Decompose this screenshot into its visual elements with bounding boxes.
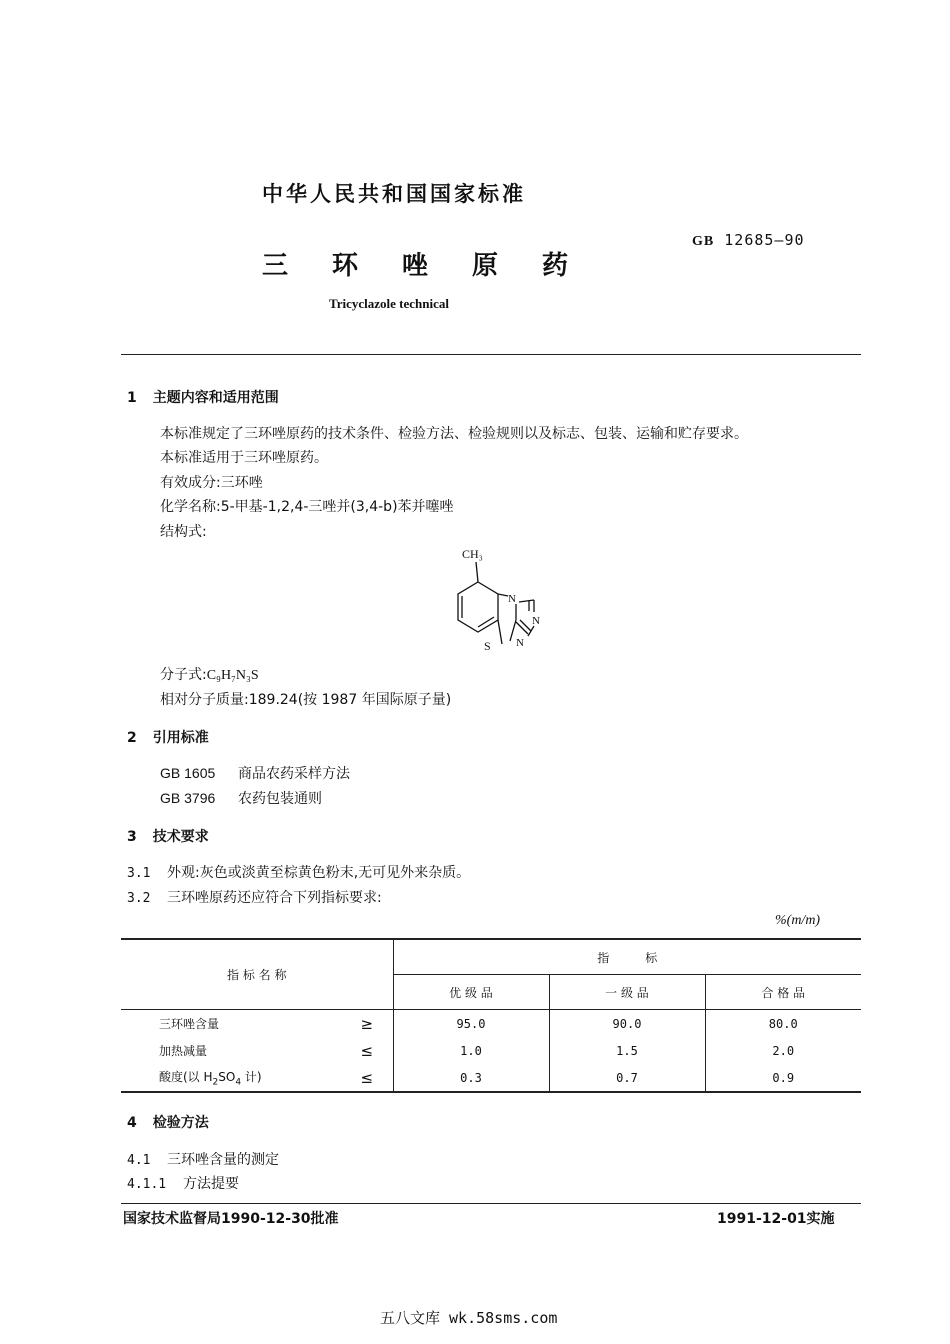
ring-bond xyxy=(519,600,534,602)
value-qualified: 80.0 xyxy=(705,1010,861,1038)
value-premium: 0.3 xyxy=(393,1064,549,1092)
indicator-name: 加热减量 xyxy=(159,1044,208,1058)
comparison-operator: ≥ xyxy=(360,1014,374,1033)
benzene-double-bond xyxy=(478,617,494,627)
section-3-title: 技术要求 xyxy=(152,829,209,845)
benzene-ring xyxy=(458,582,498,632)
clause-3-2 xyxy=(127,887,382,907)
section-4-title: 检验方法 xyxy=(152,1115,209,1131)
scope-line: 本标准规定了三环唑原药的技术条件、检验方法、检验规则以及标志、包装、运输和贮存要求。 xyxy=(160,426,748,442)
table-row xyxy=(121,1064,861,1092)
indicator-name-header: 指 标 名 称 xyxy=(121,939,393,1010)
clause-number: 3.1 xyxy=(127,866,151,881)
section-1-number: 1 xyxy=(127,390,137,406)
reference-code: GB 1605 xyxy=(160,765,216,781)
unit-label: %(m/m) xyxy=(775,913,821,928)
nitrogen-label: N xyxy=(516,637,524,649)
section-1-title: 主题内容和适用范围 xyxy=(152,390,279,406)
molecular-formula: C₉H₇N₃S xyxy=(206,668,259,683)
document-title: 三环唑原药 xyxy=(262,251,613,281)
value-qualified: 0.9 xyxy=(705,1064,861,1092)
ring-bond xyxy=(528,626,534,636)
sulfur-label: S xyxy=(484,639,491,653)
reference-item xyxy=(160,763,350,783)
value-premium: 1.0 xyxy=(393,1037,549,1064)
structural-formula-diagram xyxy=(430,540,560,660)
section-1-heading xyxy=(127,387,279,407)
reference-code: GB 3796 xyxy=(160,790,216,806)
effective-date: 1991-12-01实施 xyxy=(717,1211,835,1227)
ring-double-bond xyxy=(520,620,531,631)
comparison-operator: ≤ xyxy=(341,1064,393,1092)
ring-bond xyxy=(498,620,502,644)
clause-3-1 xyxy=(127,862,470,882)
value-first: 90.0 xyxy=(549,1010,705,1038)
clause-text: 三环唑原药还应符合下列指标要求: xyxy=(167,890,382,906)
comparison-operator: ≤ xyxy=(360,1041,374,1060)
clause-text: 外观:灰色或淡黄至棕黄色粉末,无可见外来杂质。 xyxy=(167,865,471,881)
value-premium: 95.0 xyxy=(393,1010,549,1038)
section-3-heading xyxy=(127,826,209,846)
value-qualified: 2.0 xyxy=(705,1037,861,1064)
reference-item xyxy=(160,788,322,808)
clause-number: 4.1.1 xyxy=(127,1177,167,1192)
methyl-label: CH₃ xyxy=(462,547,483,561)
active-ingredient-line: 有效成分:三环唑 xyxy=(160,475,263,491)
approval-date: 国家技术监督局1990-12-30批准 xyxy=(123,1211,339,1227)
reference-title: 商品农药采样方法 xyxy=(238,766,350,782)
section-2-title: 引用标准 xyxy=(152,730,209,746)
indicator-name: 三环唑含量 xyxy=(159,1017,220,1031)
standard-organization: 中华人民共和国国家标准 xyxy=(262,182,526,206)
nitrogen-label: N xyxy=(532,615,540,627)
reference-title: 农药包装通则 xyxy=(238,791,322,807)
value-first: 1.5 xyxy=(549,1037,705,1064)
ring-double-bond xyxy=(516,622,528,634)
indicator-name: 酸度(以 $H_2SO_4$ 计) xyxy=(121,1064,341,1092)
clause-text: 三环唑含量的测定 xyxy=(167,1152,279,1168)
section-4-number: 4 xyxy=(127,1115,137,1131)
molecular-mass-line: 相对分子质量:189.24(按 1987 年国际原子量) xyxy=(160,692,452,708)
table-row xyxy=(121,1010,861,1038)
indicator-header: 指 标 xyxy=(393,939,861,975)
standard-code-number: 12685—90 xyxy=(724,231,805,249)
structure-label: 结构式: xyxy=(160,524,207,540)
specification-table xyxy=(121,938,861,1093)
applicability-line: 本标准适用于三环唑原药。 xyxy=(160,450,328,466)
clause-number: 3.2 xyxy=(127,891,151,906)
clause-4-1-1 xyxy=(127,1173,239,1193)
section-2-number: 2 xyxy=(127,730,137,746)
section-3-number: 3 xyxy=(127,829,137,845)
value-first: 0.7 xyxy=(549,1064,705,1092)
watermark-text: 五八文库 wk.58sms.com xyxy=(380,1309,558,1327)
molecular-formula-line xyxy=(160,664,259,684)
nitrogen-label: N xyxy=(508,593,516,605)
standard-code xyxy=(692,231,805,250)
standard-code-prefix: GB xyxy=(692,234,715,249)
header-divider xyxy=(121,354,861,355)
chemical-name-line: 化学名称:5-甲基-1,2,4-三唑并(3,4-b)苯并噻唑 xyxy=(160,499,454,515)
document-subtitle: Tricyclazole technical xyxy=(329,296,449,311)
molecular-formula-label: 分子式: xyxy=(160,667,207,683)
clause-4-1 xyxy=(127,1149,279,1169)
footer-divider xyxy=(121,1203,861,1204)
grade-header-qualified: 合 格 品 xyxy=(705,975,861,1010)
ring-bond xyxy=(498,594,508,596)
grade-header-premium: 优 级 品 xyxy=(393,975,549,1010)
section-2-heading xyxy=(127,727,209,747)
section-4-heading xyxy=(127,1112,209,1132)
clause-number: 4.1 xyxy=(127,1153,151,1168)
table-row xyxy=(121,1037,861,1064)
grade-header-first: 一 级 品 xyxy=(549,975,705,1010)
clause-text: 方法提要 xyxy=(183,1176,239,1192)
methyl-bond xyxy=(476,562,478,582)
